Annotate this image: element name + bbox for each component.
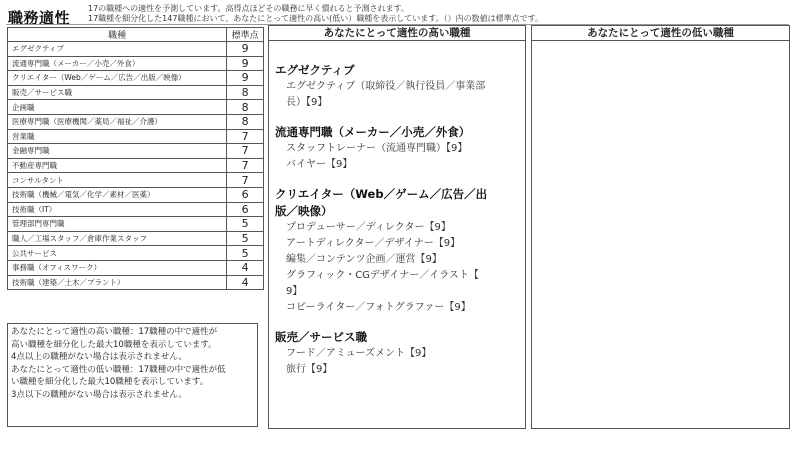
note-line: 高い職種を細分化した最大10職種を表示しています。 [11, 339, 217, 350]
job-name-cell: 販売／サービス職 [8, 85, 227, 100]
job-item: アートディレクター／デザイナー【9】 [286, 238, 461, 249]
job-name-cell: エグゼクティブ [8, 42, 227, 57]
job-item: スタッフトレーナー（流通専門職）【9】 [286, 143, 468, 154]
score-cell: 9 [227, 42, 264, 57]
job-item: バイヤー【9】 [286, 159, 353, 170]
column-header-job: 職種 [8, 28, 227, 42]
job-name-cell: クリエイター（Web／ゲーム／広告／出版／映像） [8, 71, 227, 86]
table-row [8, 187, 264, 202]
job-name-cell: 職人／工場スタッフ／倉庫作業スタッフ [8, 231, 227, 246]
job-group [275, 329, 520, 378]
score-cell: 4 [227, 260, 264, 275]
note-line: あなたにとって適性の高い職種：17職種の中で適性が [11, 327, 218, 337]
table-row [8, 173, 264, 188]
score-cell: 5 [227, 217, 264, 232]
note-line: あなたにとって適性の低い職種：17職種の中で適性が低 [11, 364, 226, 375]
table-row [8, 114, 264, 129]
table-row [8, 275, 264, 290]
job-group-title: クリエイター（Web／ゲーム／広告／出 [275, 187, 488, 201]
table-row [8, 129, 264, 144]
high-aptitude-panel [268, 25, 526, 429]
score-table [7, 27, 264, 290]
score-cell: 5 [227, 246, 264, 261]
low-panel-title: あなたにとって適性の低い職種 [532, 26, 789, 41]
job-name-cell: 営業職 [8, 129, 227, 144]
table-header-row [8, 28, 264, 42]
table-row [8, 144, 264, 159]
score-cell: 6 [227, 202, 264, 217]
legend-note [7, 323, 258, 427]
score-cell: 6 [227, 187, 264, 202]
note-line: 4点以上の職種がない場合は表示されません。 [11, 352, 187, 363]
table-row [8, 42, 264, 57]
score-cell: 8 [227, 85, 264, 100]
job-name-cell: 技術職（建築／土木／プラント） [8, 275, 227, 290]
report-header [6, 4, 796, 26]
score-cell: 5 [227, 231, 264, 246]
high-panel-title: あなたにとって適性の高い職種 [269, 26, 525, 41]
column-header-score: 標準点 [227, 28, 264, 42]
page-title: 職務適性 [8, 9, 71, 27]
high-panel-body [269, 41, 525, 378]
score-cell: 8 [227, 100, 264, 115]
description-line: 17職種を細分化した147職種において、あなたにとって適性の高い(低い）職種を表示しています。（）内の数値は標準点です。 [88, 14, 543, 23]
job-item: プロデューサー／ディレクター【9】 [286, 222, 451, 233]
job-name-cell: 不動産専門職 [8, 158, 227, 173]
low-panel-body [532, 41, 789, 62]
table-row [8, 217, 264, 232]
job-name-cell: 流通専門職（メーカー／小売／外食） [8, 56, 227, 71]
job-item: フード／アミューズメント【9】 [286, 348, 432, 359]
table-row [8, 100, 264, 115]
job-item: コピーライター／フォトグラファー【9】 [286, 302, 471, 313]
score-cell: 7 [227, 158, 264, 173]
job-item: 長）【9】 [286, 97, 328, 108]
table-row [8, 56, 264, 71]
score-cell: 9 [227, 56, 264, 71]
score-cell: 4 [227, 275, 264, 290]
table-row [8, 202, 264, 217]
low-aptitude-panel [531, 25, 790, 429]
job-group [275, 186, 520, 316]
job-group-title: 流通専門職（メーカー／小売／外食） [275, 125, 471, 139]
table-row [8, 85, 264, 100]
note-line: い職種を細分化した最大10職種を表示しています。 [11, 377, 209, 388]
job-name-cell: 技術職（機械／電気／化学／素材／医薬） [8, 187, 227, 202]
job-group-title: エグゼクティブ [275, 63, 355, 77]
job-group-title: 販売／サービス職 [275, 330, 367, 344]
job-name-cell: 管理部門専門職 [8, 217, 227, 232]
score-cell: 7 [227, 173, 264, 188]
job-name-cell: コンサルタント [8, 173, 227, 188]
job-name-cell: 公共サービス [8, 246, 227, 261]
job-item: 編集／コンテンツ企画／運営【9】 [286, 254, 442, 265]
job-item: 旅行【9】 [286, 364, 333, 375]
job-group-title: 版／映像） [275, 204, 333, 218]
job-item: エグゼクティブ（取締役／執行役員／事業部 [286, 81, 486, 92]
job-item: 9】 [286, 286, 303, 297]
header-description [88, 4, 543, 24]
description-line: 17の職種への適性を予測しています。高得点ほどその職務に早く慣れると予測されます。 [88, 4, 409, 13]
job-name-cell: 金融専門職 [8, 144, 227, 159]
job-item: グラフィック・CGデザイナー／イラスト【 [286, 270, 479, 281]
table-row [8, 260, 264, 275]
job-group [275, 62, 520, 111]
job-group [275, 124, 520, 173]
job-name-cell: 事務職（オフィスワーク） [8, 260, 227, 275]
table-row [8, 246, 264, 261]
job-name-cell: 医療専門職（医療機関／薬局／福祉／介護） [8, 114, 227, 129]
table-row [8, 158, 264, 173]
job-name-cell: 技術職（IT） [8, 202, 227, 217]
score-cell: 9 [227, 71, 264, 86]
job-name-cell: 企画職 [8, 100, 227, 115]
note-line: 3点以下の職種がない場合は表示されません。 [11, 389, 187, 400]
score-cell: 8 [227, 114, 264, 129]
score-cell: 7 [227, 129, 264, 144]
table-row [8, 71, 264, 86]
table-row [8, 231, 264, 246]
score-cell: 7 [227, 144, 264, 159]
